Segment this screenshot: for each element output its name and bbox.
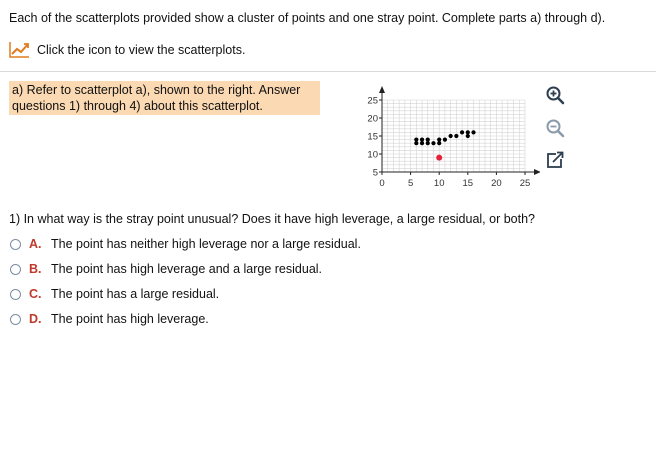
option-letter: B. (29, 262, 42, 276)
data-point (426, 141, 430, 145)
data-point (460, 130, 464, 134)
y-tick-label: 15 (367, 131, 378, 143)
divider (0, 71, 656, 72)
x-tick-label: 20 (491, 178, 502, 189)
option-b[interactable] (10, 262, 322, 276)
zoom-in-icon[interactable] (544, 84, 566, 106)
stray-point (436, 155, 442, 161)
view-scatterplots-text[interactable]: Click the icon to view the scatterplots. (37, 42, 246, 57)
data-point (431, 141, 435, 145)
zoom-out-icon[interactable] (544, 117, 566, 139)
part-a-prompt: a) Refer to scatterplot a), shown to the right. Answer questions 1) through 4) about this scatterplot. (9, 81, 320, 115)
data-point (414, 141, 418, 145)
data-point (420, 138, 424, 142)
data-point (414, 138, 418, 142)
x-tick-label: 15 (462, 178, 474, 189)
data-point (437, 138, 441, 142)
option-text: The point has neither high leverage nor a large residual. (51, 237, 361, 251)
plot-grid (382, 100, 525, 172)
option-letter: A. (29, 237, 42, 251)
data-point (466, 130, 470, 134)
pop-out-icon[interactable] (544, 149, 566, 171)
y-tick-label: 20 (367, 113, 378, 125)
y-tick-labels (367, 96, 382, 179)
radio-button[interactable] (10, 289, 21, 300)
y-tick-label: 10 (367, 149, 378, 161)
data-point (454, 134, 458, 138)
option-d[interactable] (10, 312, 209, 326)
data-point (437, 141, 441, 145)
option-text: The point has a large residual. (51, 287, 220, 301)
x-tick-label: 10 (433, 178, 445, 189)
y-axis-arrow (379, 86, 385, 93)
radio-button[interactable] (10, 239, 21, 250)
x-tick-label: 25 (519, 178, 531, 189)
radio-button[interactable] (10, 314, 21, 325)
data-point (426, 138, 430, 142)
x-tick-labels (379, 172, 530, 189)
data-point (471, 130, 475, 134)
option-text: The point has high leverage. (51, 312, 209, 326)
data-point (443, 138, 447, 142)
y-tick-label: 5 (372, 167, 378, 179)
question-1: 1) In what way is the stray point unusual? Does it have high leverage, a large residual, or both? (9, 212, 536, 226)
option-a[interactable] (10, 237, 361, 251)
option-text: The point has high leverage and a large residual. (51, 262, 323, 276)
x-axis-arrow (534, 169, 540, 175)
plot-axes (379, 86, 540, 175)
option-letter: C. (29, 287, 42, 301)
data-point (420, 141, 424, 145)
x-tick-label: 0 (379, 178, 385, 189)
option-letter: D. (29, 312, 42, 326)
scatterplot-a (360, 80, 540, 192)
view-scatterplots-link[interactable] (9, 41, 245, 58)
line-chart-icon[interactable] (9, 41, 30, 58)
data-point (466, 134, 470, 138)
data-point (449, 134, 453, 138)
radio-button[interactable] (10, 264, 21, 275)
instructions: Each of the scatterplots provided show a cluster of points and one stray point. Complete parts a) through d). (9, 11, 606, 25)
y-tick-label: 25 (367, 95, 378, 107)
x-tick-label: 5 (407, 178, 414, 189)
option-c[interactable] (10, 287, 219, 301)
